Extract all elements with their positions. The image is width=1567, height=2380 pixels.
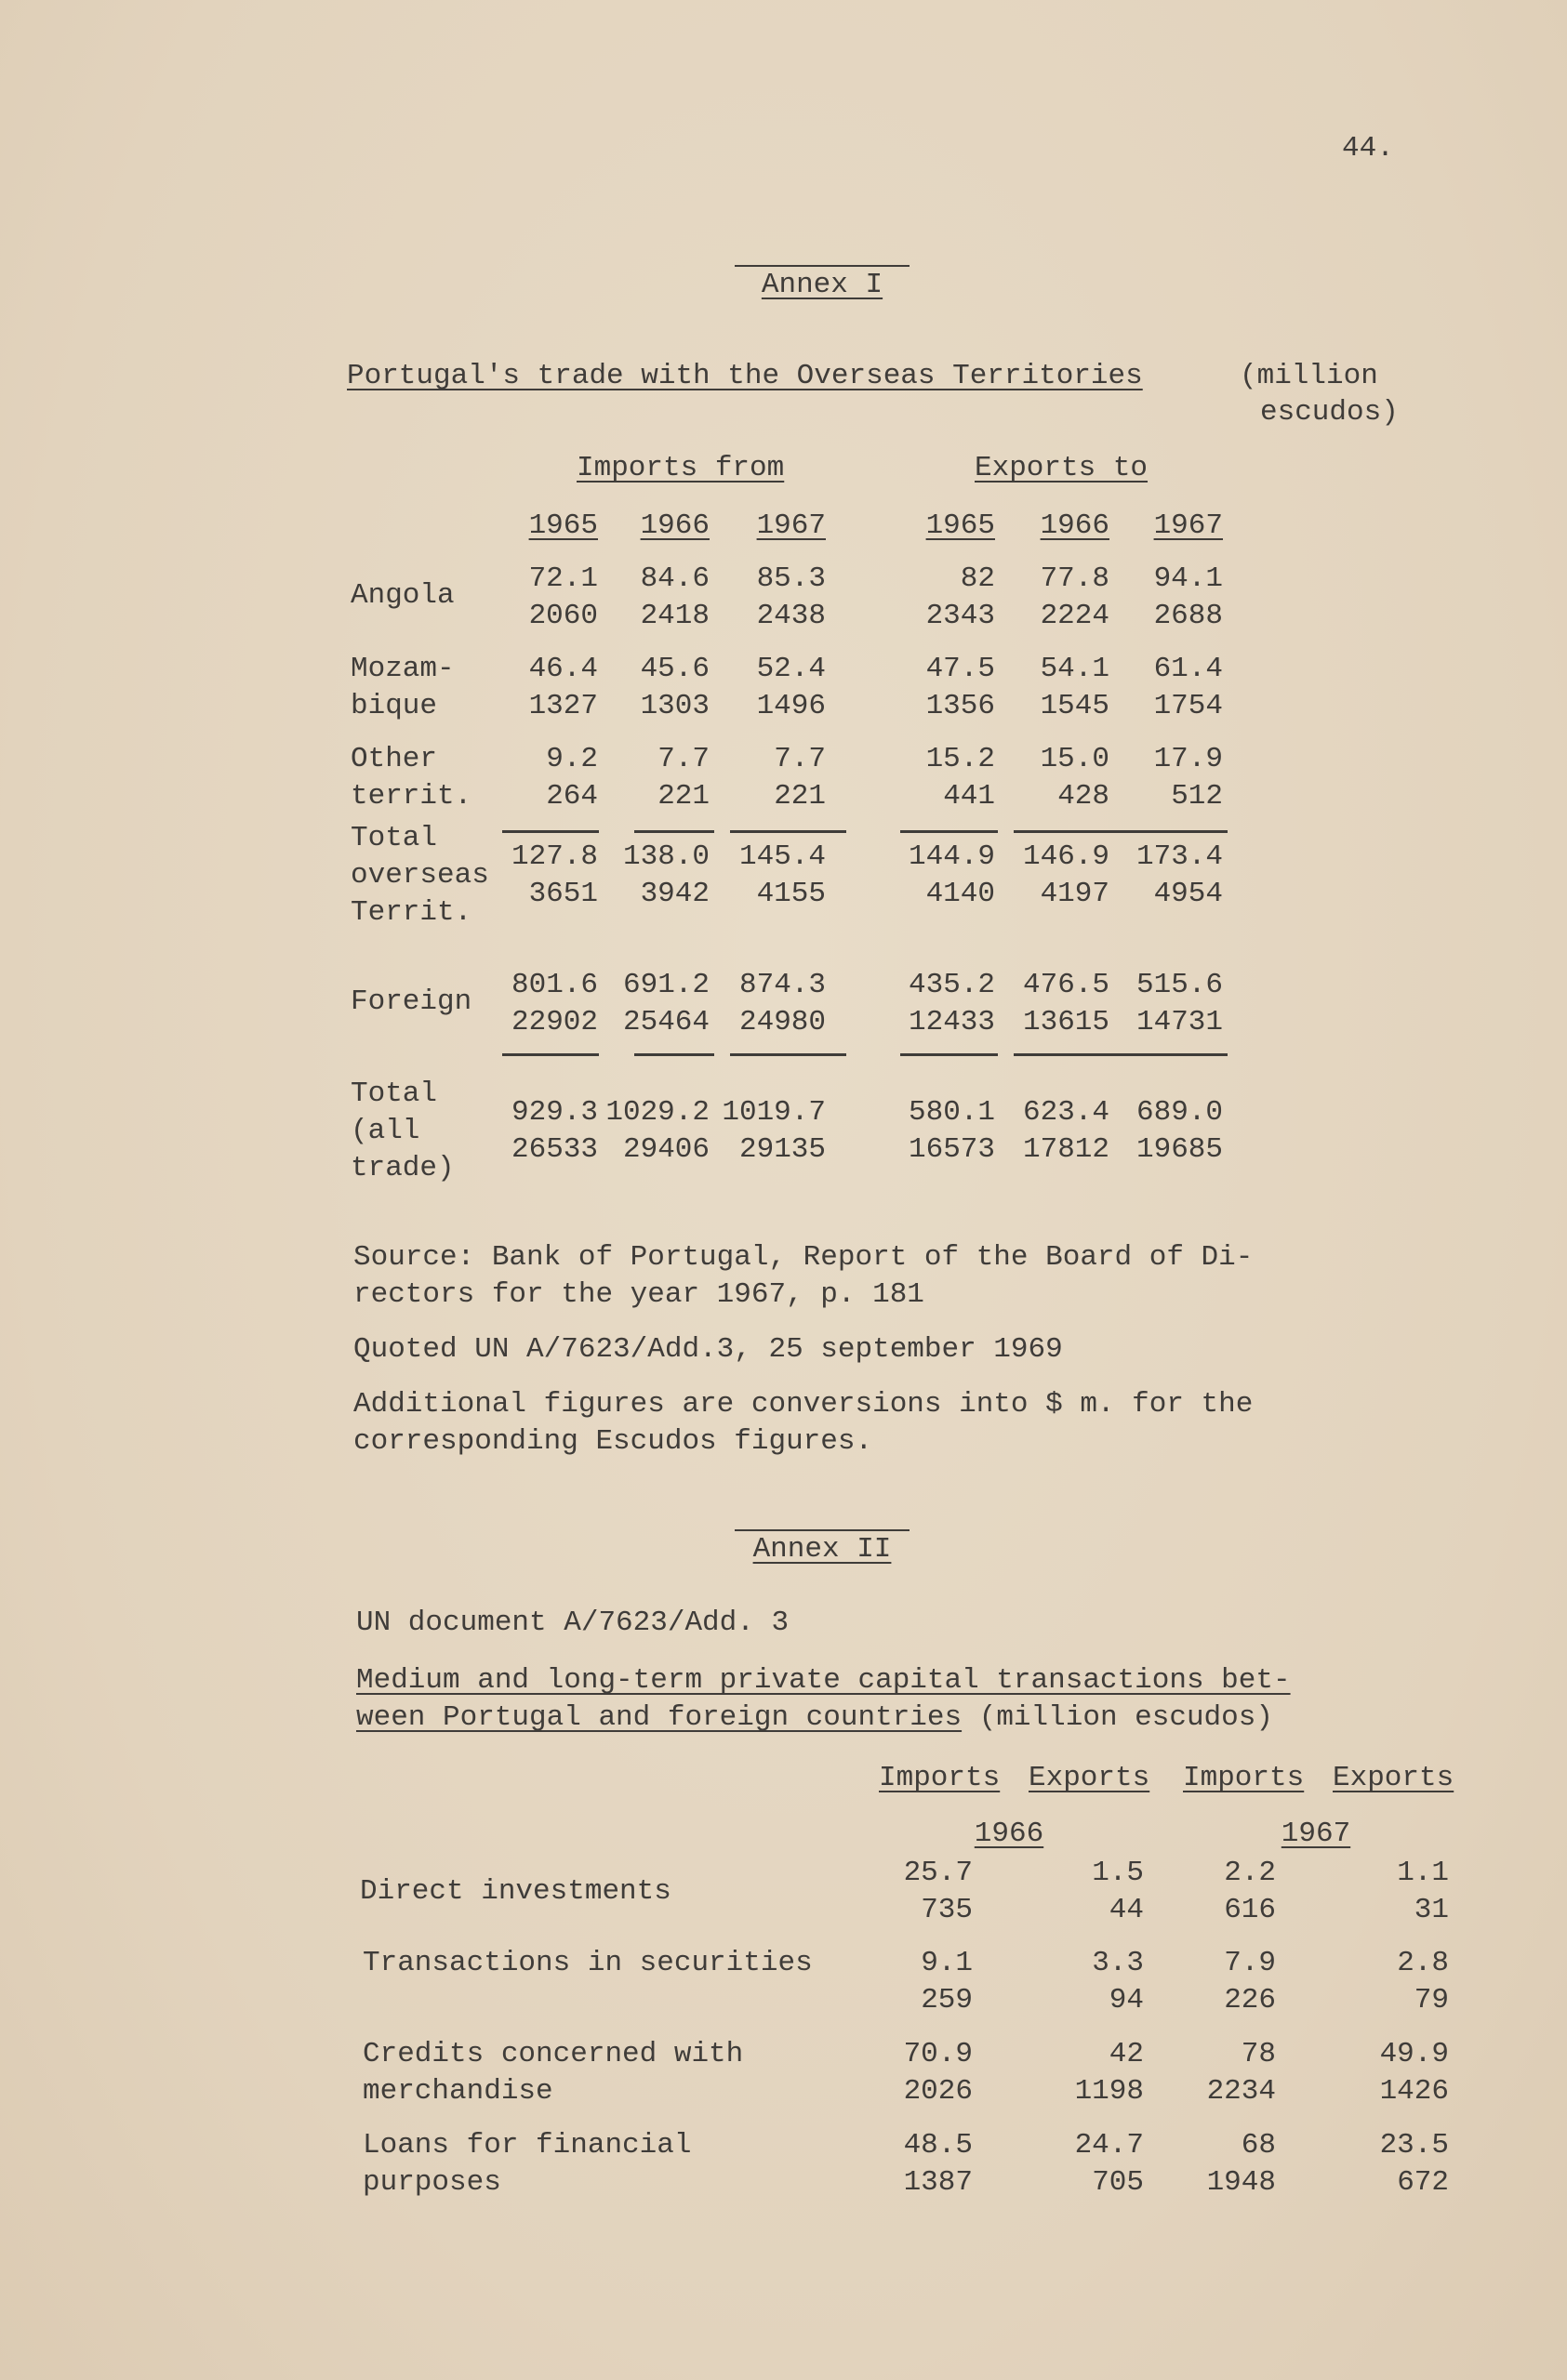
- row-label: purposes: [363, 2166, 501, 2199]
- cell-value: 15.2: [925, 743, 995, 775]
- cell-value: 4155: [756, 878, 826, 910]
- cell-value: 2688: [1153, 600, 1223, 632]
- row-label: Total: [351, 1078, 438, 1110]
- cell-value: 22902: [511, 1006, 598, 1038]
- cell-value: 29135: [738, 1133, 826, 1166]
- cell-value: 16573: [908, 1133, 995, 1166]
- cell-value: 4140: [925, 878, 995, 910]
- cell-value: 2.8: [1397, 1947, 1449, 1979]
- cell-value: 435.2: [908, 969, 995, 1001]
- cell-value: 24980: [738, 1006, 826, 1038]
- cell-value: 12433: [908, 1006, 995, 1038]
- cell-value: 4197: [1040, 878, 1109, 910]
- cell-value: 221: [657, 780, 710, 813]
- cell-value: 1327: [528, 690, 598, 722]
- cell-value: 13615: [1022, 1006, 1109, 1038]
- rule-line: [634, 830, 714, 833]
- row-label: Angola: [351, 579, 455, 612]
- cell-value: 1.1: [1397, 1857, 1449, 1889]
- cell-value: 84.6: [640, 562, 710, 595]
- year-header-3: 1965: [925, 509, 995, 542]
- annex2-title-line1: Medium and long-term private capital transactions bet-: [356, 1664, 1291, 1697]
- rule-line: [1111, 1053, 1228, 1056]
- cell-value: 82: [960, 562, 995, 595]
- imports-from-header: Imports from: [577, 452, 785, 484]
- cell-value: 79: [1414, 1984, 1449, 2016]
- cell-value: 173.4: [1135, 840, 1223, 873]
- note-line1: Additional figures are conversions into $ m. for the: [353, 1388, 1254, 1421]
- page-number: 44.: [1342, 132, 1394, 165]
- rule-line: [730, 1053, 846, 1056]
- cell-value: 1356: [925, 690, 995, 722]
- cell-value: 26533: [511, 1133, 598, 1166]
- cell-value: 1387: [903, 2166, 973, 2199]
- cell-value: 1.5: [1092, 1857, 1144, 1889]
- cell-value: 15.0: [1040, 743, 1109, 775]
- col-header-1: Exports: [1029, 1762, 1150, 1794]
- cell-value: 2343: [925, 600, 995, 632]
- cell-value: 2026: [903, 2075, 973, 2108]
- cell-value: 68: [1241, 2129, 1276, 2162]
- cell-value: 42: [1109, 2038, 1144, 2070]
- cell-value: 47.5: [925, 653, 995, 685]
- cell-value: 691.2: [622, 969, 710, 1001]
- cell-value: 226: [1224, 1984, 1276, 2016]
- col-header-3: Exports: [1333, 1762, 1454, 1794]
- annex2-title-units: (million escudos): [978, 1701, 1273, 1734]
- annex2-heading: Annex II: [752, 1533, 892, 1566]
- rule-line: [1014, 830, 1112, 833]
- row-label: Territ.: [351, 896, 472, 929]
- cell-value: 515.6: [1135, 969, 1223, 1001]
- cell-value: 616: [1224, 1894, 1276, 1926]
- row-label: territ.: [351, 780, 472, 813]
- col-header-0: Imports: [879, 1762, 1001, 1794]
- cell-value: 48.5: [903, 2129, 973, 2162]
- year-header-5: 1967: [1153, 509, 1223, 542]
- cell-value: 72.1: [528, 562, 598, 595]
- cell-value: 2234: [1206, 2075, 1276, 2108]
- cell-value: 428: [1057, 780, 1109, 813]
- cell-value: 3.3: [1092, 1947, 1144, 1979]
- cell-value: 61.4: [1153, 653, 1223, 685]
- rule-line: [900, 1053, 998, 1056]
- year-header-1: 1966: [640, 509, 710, 542]
- cell-value: 1754: [1153, 690, 1223, 722]
- row-label: Foreign: [351, 985, 472, 1018]
- rule-line: [634, 1053, 714, 1056]
- cell-value: 580.1: [908, 1096, 995, 1129]
- cell-value: 138.0: [622, 840, 710, 873]
- cell-value: 17.9: [1153, 743, 1223, 775]
- annex1-units-line1: (million: [1240, 360, 1378, 392]
- row-label: bique: [351, 690, 438, 722]
- annex2-doc-ref: UN document A/7623/Add. 3: [356, 1606, 790, 1639]
- cell-value: 1198: [1074, 2075, 1144, 2108]
- cell-value: 476.5: [1022, 969, 1109, 1001]
- cell-value: 2.2: [1224, 1857, 1276, 1889]
- cell-value: 689.0: [1135, 1096, 1223, 1129]
- exports-to-header: Exports to: [975, 452, 1149, 484]
- cell-value: 29406: [622, 1133, 710, 1166]
- cell-value: 85.3: [756, 562, 826, 595]
- cell-value: 44: [1109, 1894, 1144, 1926]
- cell-value: 1019.7: [722, 1096, 826, 1129]
- rule-line: [900, 830, 998, 833]
- cell-value: 9.1: [921, 1947, 973, 1979]
- cell-value: 705: [1092, 2166, 1144, 2199]
- row-label: Direct investments: [360, 1875, 671, 1908]
- cell-value: 1948: [1206, 2166, 1276, 2199]
- cell-value: 94.1: [1153, 562, 1223, 595]
- row-label: Transactions in securities: [363, 1947, 813, 1979]
- source-line1: Source: Bank of Portugal, Report of the Board of Di-: [353, 1241, 1254, 1274]
- cell-value: 929.3: [511, 1096, 598, 1129]
- cell-value: 2224: [1040, 600, 1109, 632]
- cell-value: 19685: [1135, 1133, 1223, 1166]
- cell-value: 4954: [1153, 878, 1223, 910]
- col-header-2: Imports: [1183, 1762, 1305, 1794]
- rule-line: [1111, 830, 1228, 833]
- cell-value: 2438: [756, 600, 826, 632]
- cell-value: 672: [1397, 2166, 1449, 2199]
- cell-value: 7.7: [657, 743, 710, 775]
- annex2-title-line2-underlined: ween Portugal and foreign countries: [356, 1701, 963, 1734]
- cell-value: 3942: [640, 878, 710, 910]
- note-line2: corresponding Escudos figures.: [353, 1425, 873, 1458]
- cell-value: 49.9: [1379, 2038, 1449, 2070]
- year-header-4: 1966: [1040, 509, 1109, 542]
- row-label: overseas: [351, 859, 489, 892]
- cell-value: 2418: [640, 600, 710, 632]
- cell-value: 145.4: [738, 840, 826, 873]
- annex2-title-line2: [356, 1699, 1273, 1737]
- cell-value: 127.8: [511, 840, 598, 873]
- rule-line: [1014, 1053, 1112, 1056]
- annex2-year-1967: 1967: [1281, 1818, 1351, 1850]
- cell-value: 146.9: [1022, 840, 1109, 873]
- cell-value: 1496: [756, 690, 826, 722]
- cell-value: 144.9: [908, 840, 995, 873]
- annex1-title: Portugal's trade with the Overseas Territories: [347, 360, 1143, 392]
- row-label: Total: [351, 822, 438, 854]
- year-header-2: 1967: [756, 509, 826, 542]
- annex2-year-1966: 1966: [974, 1818, 1044, 1850]
- cell-value: 25.7: [903, 1857, 973, 1889]
- cell-value: 1426: [1379, 2075, 1449, 2108]
- cell-value: 801.6: [511, 969, 598, 1001]
- row-label: Other: [351, 743, 438, 775]
- row-label: trade): [351, 1152, 455, 1184]
- cell-value: 512: [1171, 780, 1223, 813]
- cell-value: 45.6: [640, 653, 710, 685]
- cell-value: 46.4: [528, 653, 598, 685]
- cell-value: 221: [774, 780, 826, 813]
- year-header-0: 1965: [528, 509, 598, 542]
- rule-line: [730, 830, 846, 833]
- row-label: Loans for financial: [363, 2129, 692, 2162]
- cell-value: 52.4: [756, 653, 826, 685]
- quoted-line: Quoted UN A/7623/Add.3, 25 september 1969: [353, 1333, 1063, 1366]
- cell-value: 1545: [1040, 690, 1109, 722]
- rule-line: [502, 1053, 599, 1056]
- cell-value: 1303: [640, 690, 710, 722]
- cell-value: 24.7: [1074, 2129, 1144, 2162]
- cell-value: 735: [921, 1894, 973, 1926]
- cell-value: 54.1: [1040, 653, 1109, 685]
- cell-value: 2060: [528, 600, 598, 632]
- cell-value: 17812: [1022, 1133, 1109, 1166]
- cell-value: 623.4: [1022, 1096, 1109, 1129]
- cell-value: 1029.2: [605, 1096, 710, 1129]
- cell-value: 25464: [622, 1006, 710, 1038]
- rule-line: [502, 830, 599, 833]
- row-label: Mozam-: [351, 653, 455, 685]
- annex1-heading: Annex I: [761, 269, 883, 301]
- source-line2: rectors for the year 1967, p. 181: [353, 1278, 924, 1311]
- cell-value: 94: [1109, 1984, 1144, 2016]
- cell-value: 259: [921, 1984, 973, 2016]
- cell-value: 3651: [528, 878, 598, 910]
- cell-value: 31: [1414, 1894, 1449, 1926]
- row-label: Credits concerned with: [363, 2038, 744, 2070]
- cell-value: 23.5: [1379, 2129, 1449, 2162]
- cell-value: 78: [1241, 2038, 1276, 2070]
- cell-value: 77.8: [1040, 562, 1109, 595]
- cell-value: 874.3: [738, 969, 826, 1001]
- cell-value: 70.9: [903, 2038, 973, 2070]
- cell-value: 441: [943, 780, 995, 813]
- cell-value: 264: [546, 780, 598, 813]
- cell-value: 9.2: [546, 743, 598, 775]
- cell-value: 14731: [1135, 1006, 1223, 1038]
- cell-value: 7.9: [1224, 1947, 1276, 1979]
- row-label: (all: [351, 1115, 420, 1147]
- annex1-units-line2: escudos): [1260, 396, 1399, 429]
- row-label: merchandise: [363, 2075, 553, 2108]
- cell-value: 7.7: [774, 743, 826, 775]
